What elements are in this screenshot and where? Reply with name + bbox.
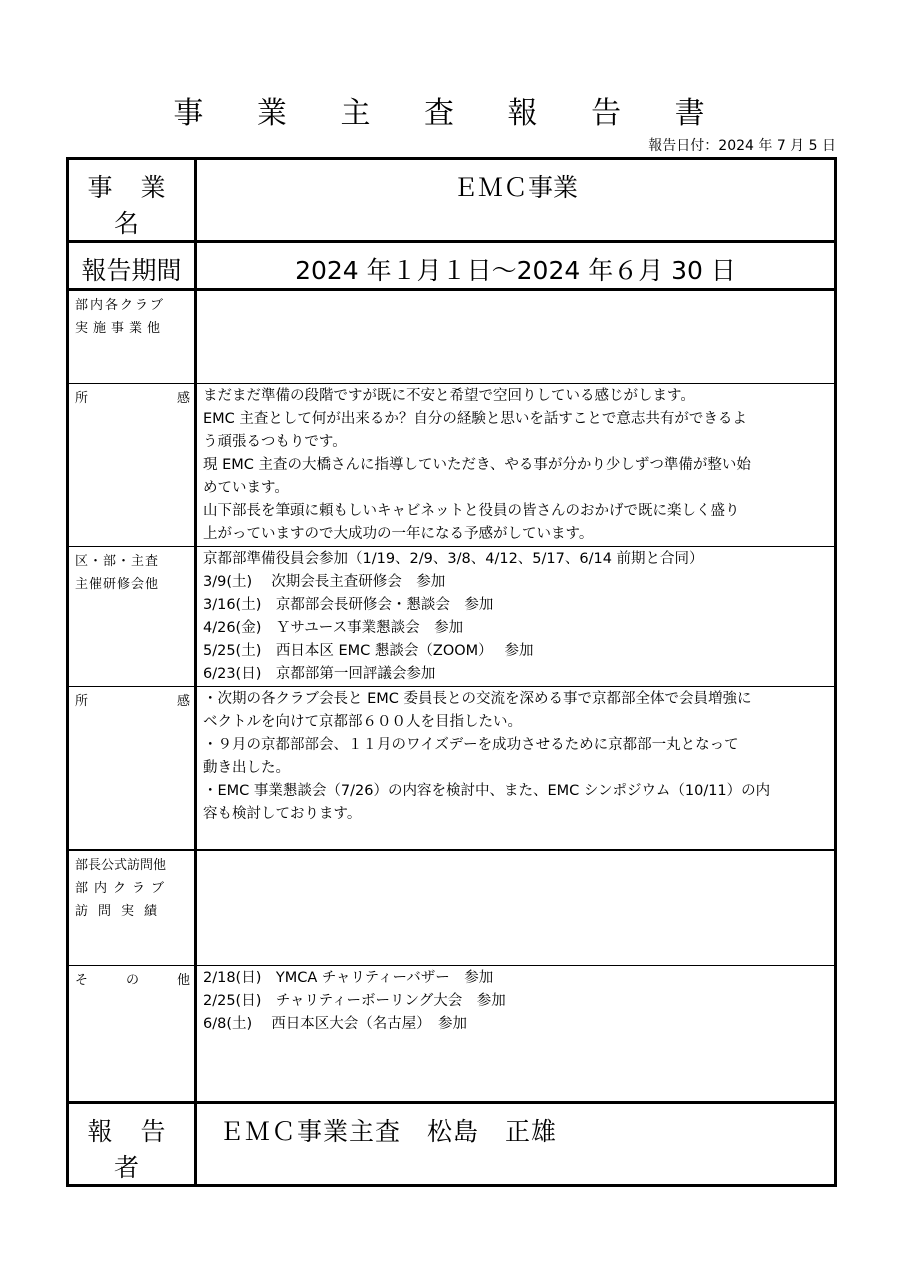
club-activities-label-line1: 部内各クラブ — [75, 298, 166, 313]
document-title: 事 業 主 査 報 告 書 — [173, 96, 727, 131]
impression2-label: 所 感 — [75, 694, 190, 709]
row-reporter — [68, 1103, 836, 1186]
row-training — [68, 547, 836, 687]
training-label: 区・部・主査 主催研修会他 — [75, 554, 160, 592]
official-visits-content — [196, 850, 836, 966]
report-form — [66, 157, 837, 1187]
other-label: そ の 他 — [75, 973, 190, 988]
row-club-activities — [68, 290, 836, 384]
row-impression-1 — [68, 384, 836, 547]
report-date: 報告日付：2024 年 7 月 5 日 — [648, 138, 836, 154]
club-activities-content — [196, 290, 836, 384]
reporter-value: ＥＭＣ事業主査 松島 正雄 — [219, 1117, 558, 1146]
row-report-period — [68, 242, 836, 290]
club-activities-label — [69, 291, 194, 340]
row-business-name — [68, 159, 836, 242]
business-name-label: 事 業 名 — [87, 173, 176, 238]
training-content: 京都部準備役員会参加（1/19、2/9、3/8、4/12、5/17、6/14 前期と合同） 3/9(土) 次期会長主査研修会 参加 3/16(土) 京都部会長研修会・懇談会 参加 4/26(金) Ｙサユース事業懇談会 参加 5/25(土) 西日本区 EMC 懇談会（ZOOM） 参加 6/23(日) 京都部第一回評議会参加 — [203, 551, 704, 682]
row-official-visits — [68, 850, 836, 966]
impression1-content: まだまだ準備の段階ですが既に不安と希望で空回りしている感じがします。 EMC 主査として何が出来るか？自分の経験と思いを話すことで意志共有ができるよ う頑張るつもりです。 現 EMC 主査の大橋さんに指導していただき、やる事が分かり少しずつ準備が整い始 めています。 山下部長を筆頭に頼もしいキャビネットと役員の皆さんのおかげで既に楽しく盛り 上がっていますので大成功の一年になる予感がしています。 — [203, 388, 751, 542]
impression1-label: 所 感 — [75, 391, 190, 406]
reporter-label: 報 告 者 — [87, 1117, 176, 1182]
row-other — [68, 966, 836, 1103]
official-visits-label: 部長公式訪問他 部内クラブ 訪問実績 — [75, 857, 171, 919]
row-impression-2 — [68, 687, 836, 850]
report-period-value: 2024 年１月１日～2024 年６月 30 日 — [295, 256, 736, 285]
business-name-value: ＥＭＣ事業 — [452, 173, 578, 202]
club-activities-label-line2: 実施事業他 — [75, 321, 166, 336]
other-content: 2/18(日) YMCA チャリティーバザー 参加 2/25(日) チャリティーボーリング大会 参加 6/8(土) 西日本区大会（名古屋） 参加 — [203, 970, 506, 1032]
report-period-label: 報告期間 — [81, 256, 182, 285]
impression2-content: ・次期の各クラブ会長と EMC 委員長との交流を深める事で京都部全体で会員増強に ベクトルを向けて京都部６００人を目指したい。 ・９月の京都部部会、１１月のワイズデーを成功させるために京都部一丸となって 動き出した。 ・EMC 事業懇談会（7/26）の内容を検討中、また、EMC シンポジウム（10/11）の内 容も検討しております。 — [203, 691, 771, 822]
